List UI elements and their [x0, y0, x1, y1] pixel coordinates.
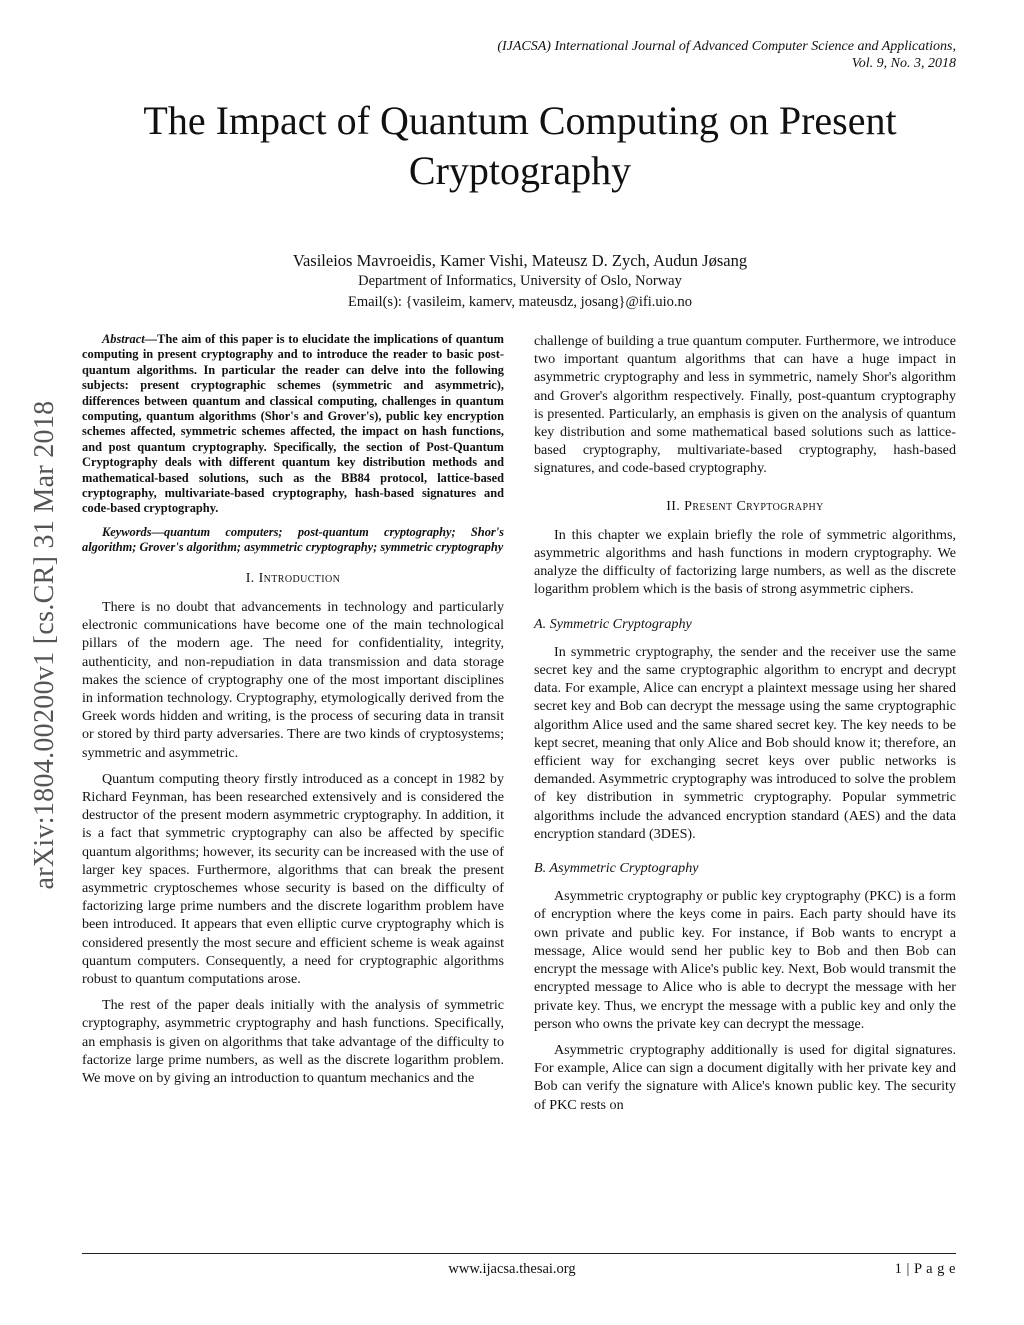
- asymmetric-paragraph-1: Asymmetric cryptography or public key cryptography (PKC) is a form of encryption where the keys come in pairs. Each party should have its own private and public key. For instance, if Bob wants to encrypt a message, Alice would send her public key to Bob and then Bob can encrypt the message with Alice's public key. Next, Bob would transmit the encrypted message to Alice who is able to decrypt the message with her private key. Thus, we encrypt the message with a public key and only the person who owns the private key can decrypt the message.: [534, 888, 956, 1032]
- footer-rule: [82, 1253, 956, 1254]
- title-line-2: Cryptography: [408, 148, 632, 193]
- subsection-heading-symmetric: A. Symmetric Cryptography: [534, 615, 692, 632]
- footer-page-number: 1 | P a g e: [894, 1261, 956, 1277]
- author-block: [240, 251, 800, 313]
- intro-paragraph-3: The rest of the paper deals initially with the analysis of symmetric cryptography, asymmetric cryptography and hash functions. Specifically, an emphasis is given on algorithms that take advantage of the difficulty to factorize large prime numbers, as well as the discrete logarithm problem. We move on by giving an introduction to quantum mechanics and the: [82, 997, 504, 1086]
- journal-header: [497, 38, 956, 72]
- journal-volume: Vol. 9, No. 3, 2018: [851, 56, 956, 71]
- section-heading-present-cryptography: II. Present Cryptography: [666, 498, 824, 514]
- author-email: Email(s): {vasileim, kamerv, mateusdz, josang}@ifi.uio.no: [347, 294, 693, 310]
- section-heading-introduction: I. Introduction: [245, 570, 341, 586]
- left-column: [82, 332, 504, 1095]
- keywords: Keywords—quantum computers; post-quantum cryptography; Shor's algorithm; Grover's algorithm; asymmetric cryptography; symmetric cryptography: [82, 524, 504, 555]
- title-line-1: The Impact of Quantum Computing on Present: [143, 98, 897, 143]
- author-names: Vasileios Mavroeidis, Kamer Vishi, Mateusz D. Zych, Audun Jøsang: [292, 251, 748, 270]
- author-affiliation: Department of Informatics, University of Oslo, Norway: [358, 273, 682, 289]
- present-crypto-paragraph: In this chapter we explain briefly the role of symmetric algorithms, asymmetric algorithms and hash functions in modern cryptography. We analyze the difficulty of factorizing large numbers, as well as the discrete logarithm problem which is the basis of strong asymmetric ciphers.: [534, 526, 956, 598]
- intro-paragraph-3-continued: challenge of building a true quantum computer. Furthermore, we introduce two important quantum algorithms that can have a huge impact in asymmetric cryptography and less in symmetric, namely Shor's algorithm and Grover's algorithm respectively. Finally, post-quantum cryptography is presented. Particularly, an emphasis is given on the analysis of quantum key distribution and some mathematical based solutions such as lattice-based cryptography, multivariate-based cryptography, hash-based signatures, and code-based cryptography.: [534, 333, 956, 477]
- intro-paragraph-1: There is no doubt that advancements in technology and particularly electronic communications have become one of the main technological pillars of the modern age. The need for confidentiality, integrity, authenticity, and non-repudiation in data transmission and data storage makes the science of cryptography one of the most important disciplines in information technology. Cryptography, etymologically derived from the Greek words hidden and writing, is the process of securing data in transit or stored by third party adversaries. There are two kinds of cryptosystems; symmetric and asymmetric.: [82, 598, 504, 761]
- abstract-lead: Abstract—: [102, 332, 158, 346]
- journal-name: (IJACSA) International Journal of Advanced Computer Science and Applications,: [497, 39, 956, 54]
- symmetric-paragraph: In symmetric cryptography, the sender and the receiver use the same secret key and the same cryptographic algorithm to encrypt and decrypt data. For example, Alice can encrypt a plaintext message using her shared secret key and Bob can decrypt the message using the same cryptographic algorithm Alice used and the same shared secret key. The key needs to be kept secret, meaning that only Alice and Bob should know it; therefore, an efficient way for exchanging secret keys over public networks is demanded. Asymmetric cryptography was introduced to solve the problem of key distribution in symmetric cryptography. Popular symmetric algorithms include the advanced encryption standard (AES) and the data encryption standard (3DES).: [534, 643, 956, 842]
- subsection-heading-asymmetric: B. Asymmetric Cryptography: [534, 860, 699, 877]
- asymmetric-paragraph-2: Asymmetric cryptography additionally is used for digital signatures. For example, Alice can sign a document digitally with her private key and Bob can verify the signature with Alice's known public key. The security of PKC rests on: [534, 1041, 956, 1113]
- right-column: [534, 332, 956, 1122]
- abstract: [82, 332, 504, 517]
- arxiv-stamp-text: arXiv:1804.00200v1 [cs.CR] 31 Mar 2018: [29, 400, 60, 890]
- footer-url: www.ijacsa.thesai.org: [448, 1261, 576, 1277]
- arxiv-stamp: [28, 345, 62, 945]
- paper-title: [100, 96, 940, 196]
- abstract-text: The aim of this paper is to elucidate the implications of quantum computing in present cryptography and to introduce the reader to basic post-quantum algorithms. In particular the reader can delve into the following subjects: present cryptographic schemes (symmetric and asymmetric), differences between quantum and classical computing, challenges in quantum computing, quantum algorithms (Shor's and Grover's), public key encryption schemes affected, symmetric schemes affected, the impact on hash functions, and post quantum cryptography. Specifically, the section of Post-Quantum Cryptography deals with different quantum key distribution methods and mathematical-based solutions, such as the BB84 protocol, lattice-based cryptography, multivariate-based cryptography, hash-based signatures and code-based cryptography.: [82, 332, 504, 516]
- intro-paragraph-2: Quantum computing theory firstly introduced as a concept in 1982 by Richard Feynman, has been researched extensively and is considered the destructor of the present modern asymmetric cryptography. In addition, it is a fact that symmetric cryptography can also be affected by specific quantum algorithms; however, its security can be increased with the use of larger key spaces. Furthermore, algorithms that can break the present asymmetric cryptoschemes whose security is based on the difficulty of factorizing large prime numbers and the discrete logarithm problem have been introduced. It appears that even elliptic curve cryptography which is considered presently the most secure and efficient scheme is weak against quantum computers. Consequently, a need for cryptographic algorithms robust to quantum computations arose.: [82, 770, 504, 987]
